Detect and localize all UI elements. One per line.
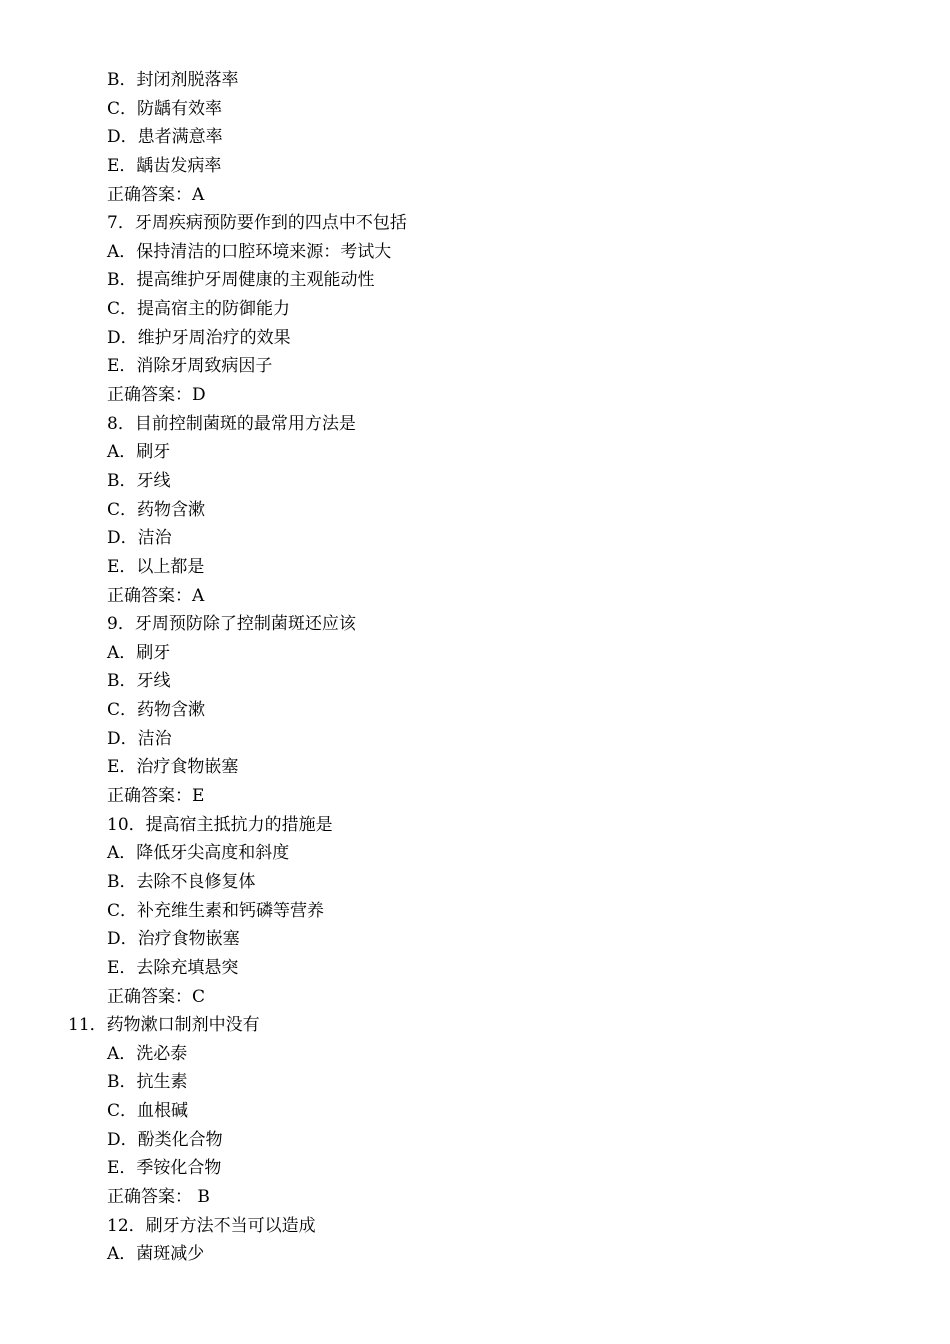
- option-d-line: D．洁治: [107, 728, 172, 749]
- option-d-line: D．洁治: [107, 528, 172, 549]
- option-c-line: C．药物含漱: [107, 700, 206, 721]
- answer-line: 正确答案：E: [107, 786, 205, 807]
- option-c-line: C．防龋有效率: [107, 98, 223, 119]
- question-10: 10．提高宿主抵抗力的措施是: [107, 814, 333, 835]
- answer-line: 正确答案：A: [107, 585, 205, 606]
- option-e-line: E．去除充填悬突: [107, 957, 239, 978]
- question-9: 9．牙周预防除了控制菌斑还应该: [107, 614, 356, 635]
- option-c-line: C．补充维生素和钙磷等营养: [107, 900, 325, 921]
- question-7: 7．牙周疾病预防要作到的四点中不包括: [107, 213, 407, 234]
- option-c-line: C．药物含漱: [107, 499, 206, 520]
- option-b-line: B．去除不良修复体: [107, 871, 256, 892]
- question-12: 12．刷牙方法不当可以造成: [107, 1215, 316, 1236]
- question-11: 11．药物漱口制剂中没有: [68, 1015, 260, 1036]
- option-d-line: D．酚类化合物: [107, 1129, 223, 1150]
- option-e-line: E．季铵化合物: [107, 1158, 222, 1179]
- option-e-line: E．龋齿发病率: [107, 155, 222, 176]
- option-a-line: A．保持清洁的口腔环境来源：考试大: [107, 241, 392, 262]
- answer-line: 正确答案： B: [107, 1186, 210, 1207]
- option-b-line: B．封闭剂脱落率: [107, 70, 239, 90]
- option-a-line: A．刷牙: [107, 642, 171, 663]
- option-e-line: E．以上都是: [107, 556, 205, 577]
- option-a-line: A．菌斑减少: [107, 1244, 205, 1265]
- option-b-line: B．牙线: [107, 671, 171, 692]
- document-page: [0, 66, 950, 1269]
- option-d-line: D．维护牙周治疗的效果: [107, 327, 291, 348]
- option-d-line: D．治疗食物嵌塞: [107, 929, 240, 950]
- option-c-line: C．提高宿主的防御能力: [107, 299, 291, 320]
- question-8: 8．目前控制菌斑的最常用方法是: [107, 413, 356, 434]
- option-a-line: A．刷牙: [107, 442, 171, 463]
- option-a-line: A．洗必泰: [107, 1043, 188, 1064]
- option-b-line: B．抗生素: [107, 1072, 188, 1093]
- answer-line: 正确答案：A: [107, 184, 205, 205]
- option-b-line: B．牙线: [107, 470, 171, 491]
- answer-line: 正确答案：D: [107, 385, 206, 406]
- option-b-line: B．提高维护牙周健康的主观能动性: [107, 270, 375, 291]
- option-e-line: E．消除牙周致病因子: [107, 356, 273, 377]
- option-d-line: D．患者满意率: [107, 127, 223, 148]
- option-a-line: A．降低牙尖高度和斜度: [107, 843, 290, 864]
- option-c-line: C．血根碱: [107, 1101, 189, 1122]
- answer-line: 正确答案：C: [107, 986, 206, 1007]
- option-e-line: E．治疗食物嵌塞: [107, 757, 239, 778]
